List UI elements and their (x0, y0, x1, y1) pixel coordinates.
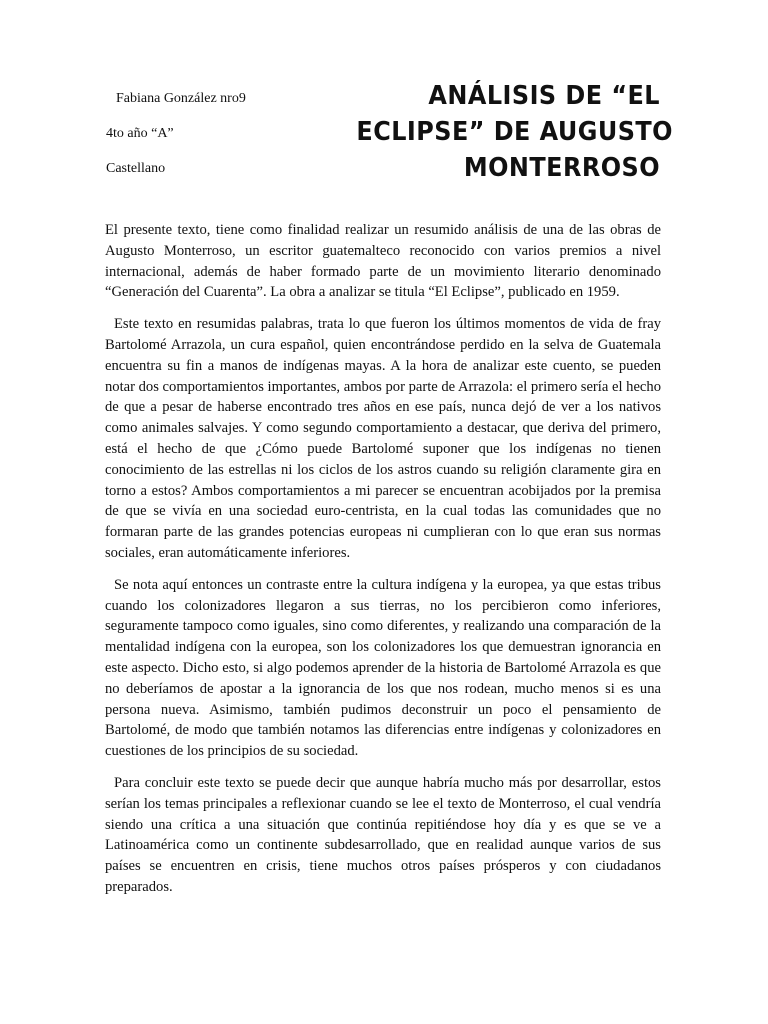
paragraph-summary: Este texto en resumidas palabras, trata lo que fueron los últimos momentos de vida de fray Bartolomé Arrazola, un cura español, quien encontrándose perdido en la selva de Guatemala encuentra su fin a manos de indígenas mayas. A la hora de analizar este cuento, se pueden notar dos comportamientos importantes, ambos por parte de Arrazola: el primero sería el hecho de que a pesar de haberse encontrado tres años en ese país, nunca dejó de ver a los nativos como animales salvajes. Y como segundo comportamiento a destacar, que deriva del primero, está el hecho de que ¿Cómo puede Bartolomé suponer que los indígenas no tienen conocimiento de las estrellas ni los ciclos de los astros cuando su religión claramente gira en torno a estos? Ambos comportamientos a mi parecer se encuentran acobijados por la premisa de que se vivía en una sociedad euro-centrista, en la cual todas las comunidades que no formaran parte de las grandes potencias europeas ni cumplieran con lo que eran sus normas sociales, eran automáticamente inferiores. (105, 316, 662, 561)
document-title (356, 78, 673, 186)
title-line-3: MONTERROSO (463, 153, 660, 183)
author-info (106, 90, 246, 178)
author-name: Fabiana González nro9 (116, 91, 246, 106)
subject-label: Castellano (106, 161, 166, 176)
paragraph-conclusion: Para concluir este texto se puede decir que aunque habría mucho más por desarrollar, estos serían los temas principales a reflexionar cuando se lee el texto de Monterroso, el cual vendría siendo una crítica a una situación que continúa repitiéndose hoy día y es que se ve a Latinoamérica como un continente subdesarrollado, que en realidad aunque varios de sus países se encuentren en crisis, tiene muchos otros países prósperos y con ciudadanos preparados. (105, 774, 661, 895)
paragraph-contrast: Se nota aquí entonces un contraste entre la cultura indígena y la europea, ya que estas tribus cuando los colonizadores llegaron a sus tierras, no los percibieron como inferiores, seguramente tampoco como iguales, sino como diferentes, y realizando una comparación de la mentalidad indígena con la europea, son los colonizadores los que demuestran ignorancia en este aspecto. Dicho esto, si algo podemos aprender de la historia de Bartolomé Arrazola es que no deberíamos de apostar a la ignorancia de los que nos rodean, mucho menos si es una persona nueva. Asimismo, también pudimos deconstruir un poco el pensamiento de Bartolomé, de modo que también notamos las diferencias entre indígenas y colonizadores en cuestiones de los principios de su sociedad. (105, 576, 661, 760)
grade-label: 4to año “A” (106, 126, 174, 141)
paragraph-intro: El presente texto, tiene como finalidad realizar un resumido análisis de una de las obras de Augusto Monterroso, un escritor guatemalteco reconocido con varios premios a nivel internacional, además de haber formado parte de un movimiento literario denominado “Generación del Cuarenta”. La obra a analizar se titula “El Eclipse”, publicado en 1959. (105, 222, 661, 301)
title-line-1: ANÁLISIS DE “EL (428, 81, 660, 111)
title-line-2: ECLIPSE” DE AUGUSTO (356, 117, 673, 147)
document-body (105, 220, 661, 909)
